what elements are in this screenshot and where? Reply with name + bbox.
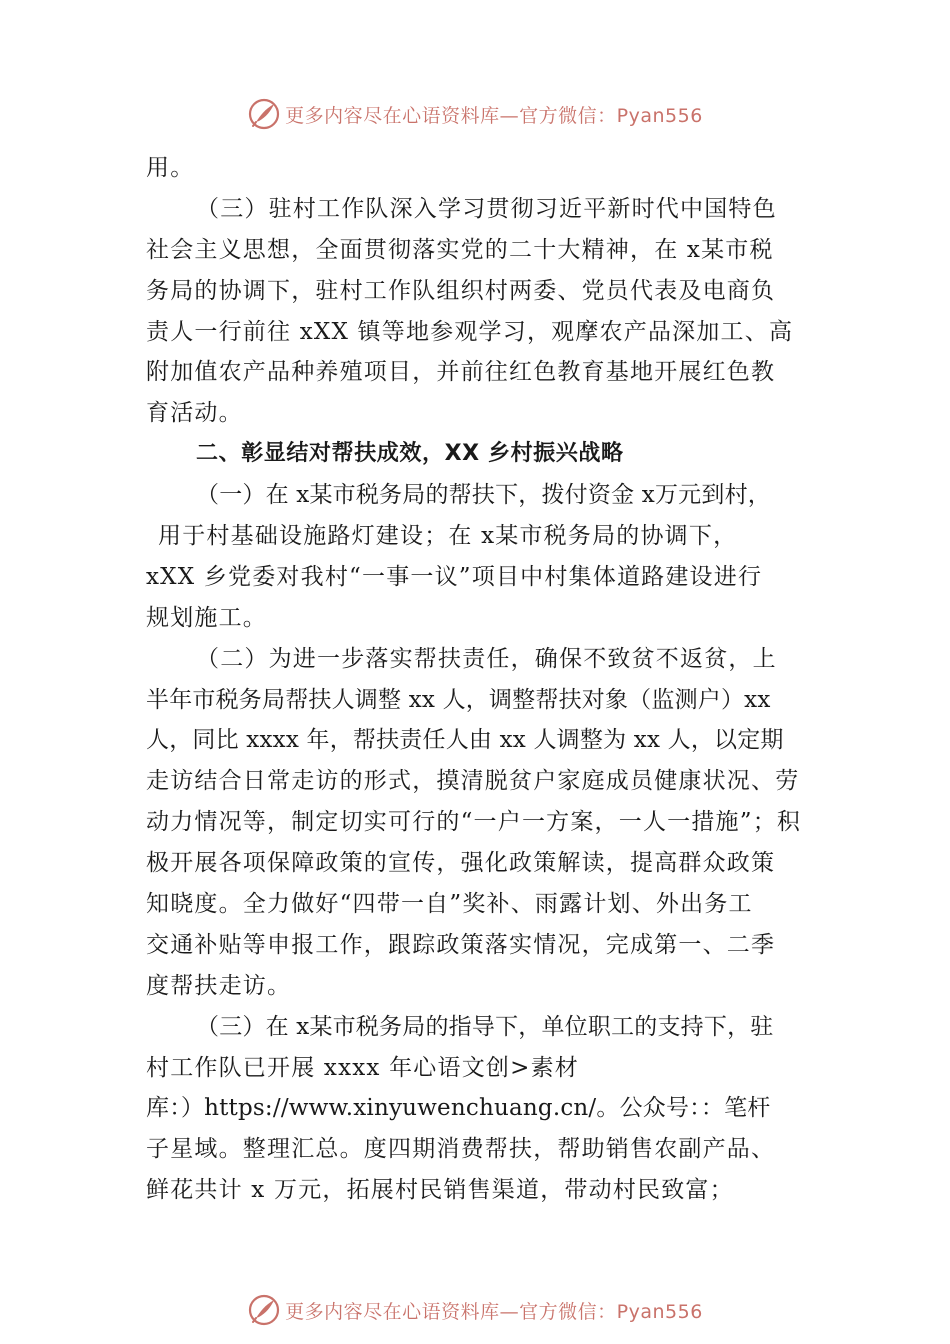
paragraph-line: 用于村基础设施路灯建设；在 x某市税务局的协调下， [158,523,738,550]
quill-pen-circle-icon [247,1293,281,1327]
paragraph-line: 交通补贴等申报工作，跟踪政策落实情况，完成第一、二季 [146,931,776,958]
paragraph-line: 人，同比 xxxx 年，帮扶责任人由 xx 人调整为 xx 人，以定期 [146,727,784,754]
paragraph-line: 知晓度。全力做好“四带一自”奖补、雨露计划、外出务工 [146,891,753,918]
paragraph-line: 极开展各项保障政策的宣传，强化政策解读，提高群众政策 [146,850,776,877]
paragraph-line: （二）为进一步落实帮扶责任，确保不致贫不返贫，上 [196,645,777,672]
footer-watermark [0,1290,950,1330]
document-body [146,148,814,1211]
paragraph-line: 规划施工。 [146,604,267,631]
watermark-text: 更多内容尽在心语资料库—官方微信：Pyan556 [285,1300,703,1323]
paragraph-line: 动力情况等，制定切实可行的“一户一方案，一人一措施”；积 [146,809,802,836]
paragraph-line: 子星域。整理汇总。度四期消费帮扶，帮助销售农副产品、 [146,1136,776,1163]
section-heading: 二、彰显结对帮扶成效，XX 乡村振兴战略 [196,441,624,467]
paragraph-line: 鲜花共计 x 万元，拓展村民销售渠道，带动村民致富； [146,1177,734,1204]
paragraph-line: 用。 [146,155,195,181]
paragraph-line: 半年市税务局帮扶人调整 xx 人，调整帮扶对象（监测户）xx [146,686,771,713]
paragraph-line: 社会主义思想，全面贯彻落实党的二十大精神，在 x某市税 [146,236,774,263]
header-watermark [0,94,950,134]
paragraph-line: xXX 乡党委对我村“一事一议”项目中村集体道路建设进行 [146,563,763,590]
paragraph-line: （三）驻村工作队深入学习贯彻习近平新时代中国特色 [196,195,777,222]
paragraph-line: （一）在 x某市税务局的帮扶下，拨付资金 x万元到村， [196,482,771,509]
paragraph-line: 村工作队已开展 xxxx 年心语文创>素材 [146,1054,579,1081]
paragraph-line: 附加值农产品种养殖项目，并前往红色教育基地开展红色教 [146,359,776,386]
paragraph-line: 度帮扶走访。 [146,972,292,999]
paragraph-line: 库：）https://www.xinyuwenchuang.cn/。公众号：：笔杆 [146,1095,771,1122]
paragraph-line: 走访结合日常走访的形式，摸清脱贫户家庭成员健康状况、劳 [146,768,800,795]
watermark-text: 更多内容尽在心语资料库—官方微信：Pyan556 [285,104,703,127]
paragraph-line: 育活动。 [146,400,243,427]
paragraph-line: （三）在 x某市税务局的指导下，单位职工的支持下，驻 [196,1013,774,1040]
paragraph-line: 责人一行前往 xXX 镇等地参观学习，观摩农产品深加工、高 [146,318,794,345]
quill-pen-circle-icon [247,97,281,131]
paragraph-line: 务局的协调下，驻村工作队组织村两委、党员代表及电商负 [146,277,776,304]
